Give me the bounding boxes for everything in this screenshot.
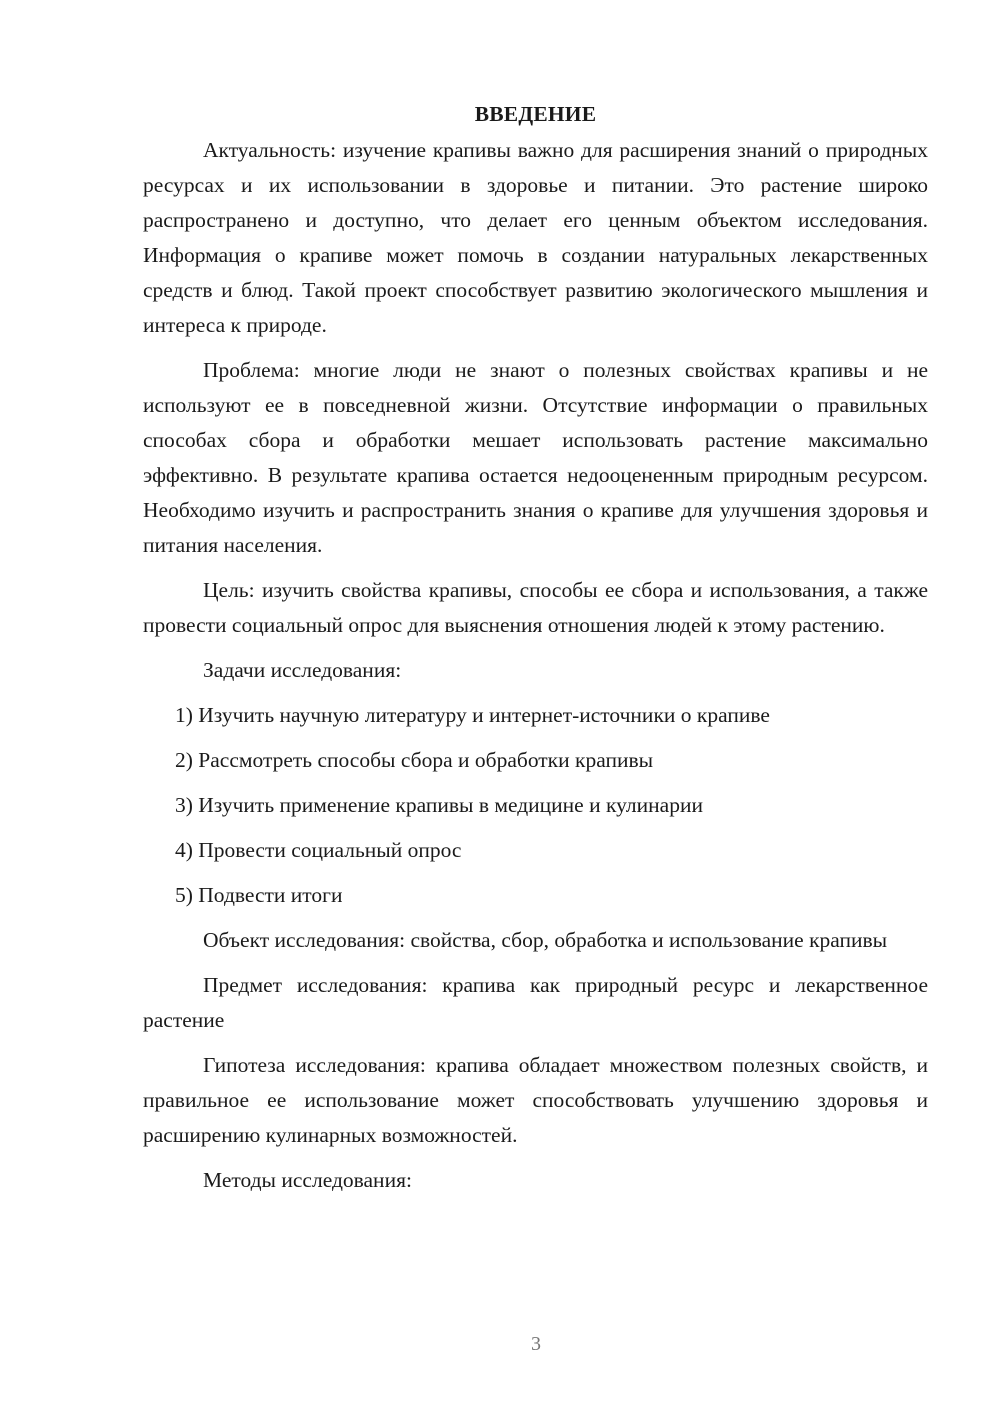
hypothesis-paragraph: Гипотеза исследования: крапива обладает множеством полезных свойств, и правильное ее использование может способствовать улучшению здоровья и расширению кулинарных возможностей. [143,1053,928,1147]
tasks-heading: Задачи исследования: [203,658,402,682]
object-paragraph: Объект исследования: свойства, сбор, обработка и использование крапивы [203,928,888,952]
list-item: 5) Подвести итоги [175,883,343,907]
subject-paragraph: Предмет исследования: крапива как природный ресурс и лекарственное растение [143,973,928,1032]
problem-paragraph: Проблема: многие люди не знают о полезных свойствах крапивы и не используют ее в повседневной жизни. Отсутствие информации о правильных способах сбора и обработки мешает использовать растение максимально эффективно. В результате крапива остается недооцененным природным ресурсом. Необходимо изучить и распространить знания о крапиве для улучшения здоровья и питания населения. [143,358,928,557]
list-item: 3) Изучить применение крапивы в медицине и кулинарии [175,793,703,817]
list-item: 1) Изучить научную литературу и интернет-источники о крапиве [175,703,770,727]
goal-paragraph: Цель: изучить свойства крапивы, способы ее сбора и использования, а также провести социальный опрос для выяснения отношения людей к этому растению. [143,578,928,637]
relevance-paragraph: Актуальность: изучение крапивы важно для расширения знаний о природных ресурсах и их использовании в здоровье и питании. Это растение широко распространено и доступно, что делает его ценным объектом исследования. Информация о крапиве может помочь в создании натуральных лекарственных средств и блюд. Такой проект способствует развитию экологического мышления и интереса к природе. [143,138,928,337]
tasks-list [143,698,928,913]
page-number: 3 [531,1333,541,1355]
list-item: 4) Провести социальный опрос [175,838,462,862]
list-item: 2) Рассмотреть способы сбора и обработки крапивы [175,748,654,772]
document-page [143,97,928,1208]
section-title: ВВЕДЕНИЕ [474,102,597,126]
methods-heading: Методы исследования: [203,1168,412,1192]
